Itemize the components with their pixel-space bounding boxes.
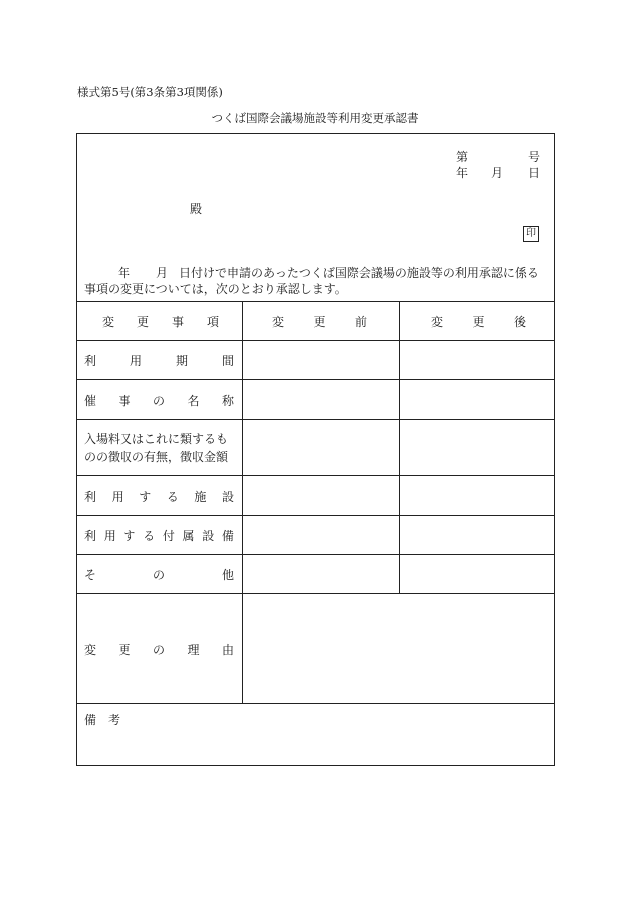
row-label-reason: 変 更 の 理 由: [84, 643, 234, 657]
remarks-label-1: 備: [84, 713, 97, 727]
remarks-label-2: 考: [108, 713, 121, 727]
date-year-label: 年: [456, 166, 469, 180]
number-label-go: 号: [528, 150, 541, 164]
header-bottom-rule: [77, 340, 554, 341]
row-rule: [77, 515, 554, 516]
column-rule-2: [399, 301, 400, 593]
approval-text-line2: 事項の変更については，次のとおり承認します。: [84, 282, 347, 296]
row-label-equipment: 利 用 す る 付 属 設 備: [84, 529, 234, 543]
row-label-fee-line2: のの徴収の有無，徴収金額: [84, 450, 229, 464]
row-label-facility: 利 用 す る 施 設: [84, 490, 234, 504]
date-month-label: 月: [491, 166, 504, 180]
row-label-other: そ の 他: [84, 568, 234, 582]
row-rule: [77, 593, 554, 594]
addressee-suffix: 殿: [190, 202, 203, 216]
row-label-period: 利 用 期 間: [84, 354, 234, 368]
remarks-top-rule: [77, 703, 554, 704]
column-rule-1: [242, 301, 243, 703]
document-title: つくば国際会議場施設等利用変更承認書: [211, 111, 419, 125]
row-rule: [77, 419, 554, 420]
date-day-label: 日: [528, 166, 541, 180]
col-header-item: 変 更 事 項: [102, 315, 219, 329]
number-label-dai: 第: [456, 150, 469, 164]
seal-mark: 印: [523, 226, 539, 242]
approval-year-label: 年: [118, 266, 131, 280]
table-top-rule: [77, 301, 554, 302]
row-rule: [77, 379, 554, 380]
row-label-event-name: 催 事 の 名 称: [84, 394, 234, 408]
approval-month-label: 月: [156, 266, 169, 280]
row-rule: [77, 554, 554, 555]
form-frame: [76, 133, 555, 766]
approval-text-line1: 日付けで申請のあったつくば国際会議場の施設等の利用承認に係る: [179, 266, 539, 280]
col-header-before: 変 更 前: [272, 315, 367, 329]
row-rule: [77, 475, 554, 476]
col-header-after: 変 更 後: [431, 315, 526, 329]
form-number: 様式第5号(第3条第3項関係): [77, 85, 223, 99]
row-label-fee-line1: 入場料又はこれに類するも: [84, 432, 229, 446]
